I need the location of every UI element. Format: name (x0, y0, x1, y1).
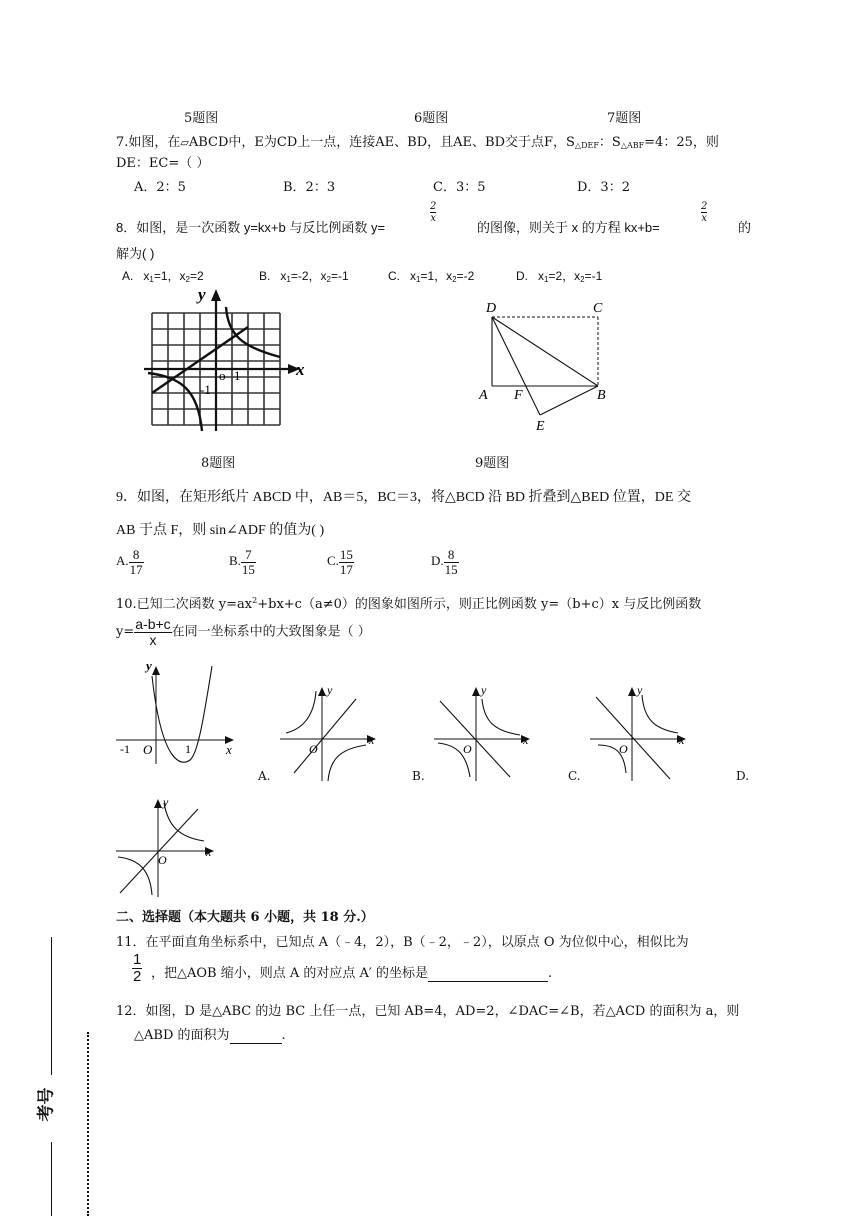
svg-text:x: x (523, 733, 529, 747)
q7-option-a: A．2：5 (134, 180, 186, 195)
svg-text:x: x (679, 733, 685, 747)
q11-fraction: $\frac{1}{2}$ (133, 951, 142, 985)
q11-answer-blank (428, 966, 548, 982)
svg-text:y: y (327, 683, 333, 697)
q8-stem-mid: 的图像，则关于 x 的方程 kx+b= (477, 220, 660, 235)
figure-8-label-1: 1 (234, 368, 241, 383)
q12-answer-blank (230, 1028, 282, 1044)
figure-9-diagram (472, 296, 622, 436)
q10-option-d-label: D. (736, 769, 750, 783)
q12-stem-line2: △ABD 的面积为 . (134, 1028, 286, 1043)
svg-text:O: O (158, 853, 167, 867)
q10-label-x: x (226, 742, 232, 757)
q9-option-b: B. $\frac{7}{15}$ (229, 547, 255, 577)
figure-9-label-b: B (597, 388, 606, 403)
q7-stem-line1: 7.如图，在▱ABCD中，E为CD上一点，连接AE、BD，且AE、BD交于点F，$S_{\triangle DEF}$：$S_{\triangle ABF}=4$：25，则 (116, 135, 719, 150)
q10-option-a-graph (278, 683, 380, 783)
caption-figure-7: 7题图 (607, 111, 642, 126)
figure-8-label-x: x (296, 360, 305, 379)
q9-option-d: D. $\frac{8}{15}$ (431, 547, 458, 577)
caption-figure-8: 8题图 (201, 456, 236, 471)
figure-8-hyperbola-right (226, 307, 280, 357)
figure-8-label-neg1: -1 (200, 382, 211, 397)
figure-8-hyperbola-left (148, 373, 202, 431)
q8-fraction-1: $\frac{2}{x}$ (430, 201, 437, 224)
caption-figure-9: 9题图 (475, 456, 510, 471)
svg-text:x: x (369, 733, 375, 747)
q8-option-c: C. $x_1=1$，$x_2=-2$ (388, 269, 475, 284)
q9-option-a: A. $\frac{8}{17}$ (116, 547, 143, 577)
q10-stem-line1: 10.已知二次函数 $y=ax^2+bx+c(a\ne 0)$的图象如图所示，则正比例函数 y=（b+c）x 与反比例函数 (116, 596, 702, 612)
section-2-heading: 二、选择题（本大题共 6 小题，共 18 分.） (116, 910, 374, 925)
q10-option-b-label: B. (412, 769, 425, 783)
q11-stem-line1: 11．在平面直角坐标系中，已知点 A（﹣4，2），B（﹣2，﹣2），以原点 O 为位似中心，相似比为 (116, 935, 689, 950)
q7-option-c: C．3：5 (433, 180, 486, 195)
q9-stem-line1: 9．如图，在矩形纸片 ABCD 中，AB＝5，BC＝3，将△BCD 沿 BD 折叠到△BED 位置，DE 交 (116, 490, 691, 505)
q8-stem-end: 的 (738, 220, 752, 235)
figure-9-label-f: F (514, 388, 523, 403)
svg-text:y: y (637, 683, 643, 697)
svg-text:x: x (206, 845, 212, 859)
q10-option-b-graph (432, 683, 534, 783)
q8-stem-line1: 8．如图，是一次函数 y=kx+b 与反比例函数 y= (116, 220, 386, 235)
svg-text:y: y (163, 795, 169, 809)
q8-option-d: D. $x_1=2$，$x_2=-1$ (516, 269, 603, 284)
q10-label-neg1: -1 (120, 742, 130, 756)
svg-text:O: O (619, 742, 628, 756)
q10-option-a-label: A. (258, 769, 271, 783)
svg-text:O: O (309, 742, 318, 756)
q7-stem-line2: DE：EC=（ ） (116, 156, 210, 171)
q10-option-c-label: C. (568, 769, 581, 783)
q10-label-o: O (143, 742, 153, 757)
figure-9-label-c: C (593, 301, 603, 316)
figure-9-label-a: A (479, 388, 488, 403)
figure-8-label-y: y (198, 285, 206, 304)
caption-figure-6: 6题图 (414, 111, 449, 126)
q7-option-d: D．3：2 (577, 180, 630, 195)
caption-figure-5: 5题图 (184, 111, 219, 126)
q8-fraction-2: $\frac{2}{x}$ (701, 201, 708, 224)
q10-option-c-graph (588, 683, 690, 783)
q8-option-a: A. $x_1=1$，$x_2=2$ (122, 269, 204, 284)
q8-stem-line2: 解为( ) (116, 246, 155, 261)
q10-option-d-graph (114, 795, 218, 899)
q7-option-b: B．2：3 (283, 180, 336, 195)
q12-stem-line1: 12．如图，D 是△ABC 的边 BC 上任一点，已知 AB=4，AD=2，∠DAC=∠B，若△ACD 的面积为 a，则 (116, 1004, 740, 1019)
q9-option-c: C. $\frac{15}{17}$ (327, 547, 353, 577)
q9-stem-line2: AB 于点 F，则 sin∠ADF 的值为( ) (116, 523, 325, 538)
svg-text:y: y (481, 683, 487, 697)
figure-8-graph (140, 285, 310, 435)
q10-label-1: 1 (185, 742, 191, 756)
margin-line-top (51, 937, 52, 1075)
margin-dotted-cut-line (87, 1032, 89, 1216)
q10-parabola (152, 666, 212, 762)
q10-quadratic-graph (112, 656, 242, 766)
margin-exam-number-label: 考号 (36, 1087, 57, 1122)
figure-8-label-o: o (219, 368, 226, 383)
figure-9-label-e: E (536, 419, 545, 434)
q10-label-y: y (146, 658, 152, 673)
figure-9-label-d: D (486, 301, 497, 316)
q11-stem-line2: ，把△AOB 缩小，则点 A 的对应点 A′ 的坐标是 . (151, 966, 553, 981)
q10-stem-line2: y= $\frac{a-b+c}{x}$ 在同一坐标系中的大致图象是（ ） (116, 616, 371, 648)
margin-line-bottom (51, 1142, 52, 1216)
svg-text:O: O (463, 742, 472, 756)
q8-option-b: B. $x_1=-2$，$x_2=-1$ (259, 269, 349, 284)
